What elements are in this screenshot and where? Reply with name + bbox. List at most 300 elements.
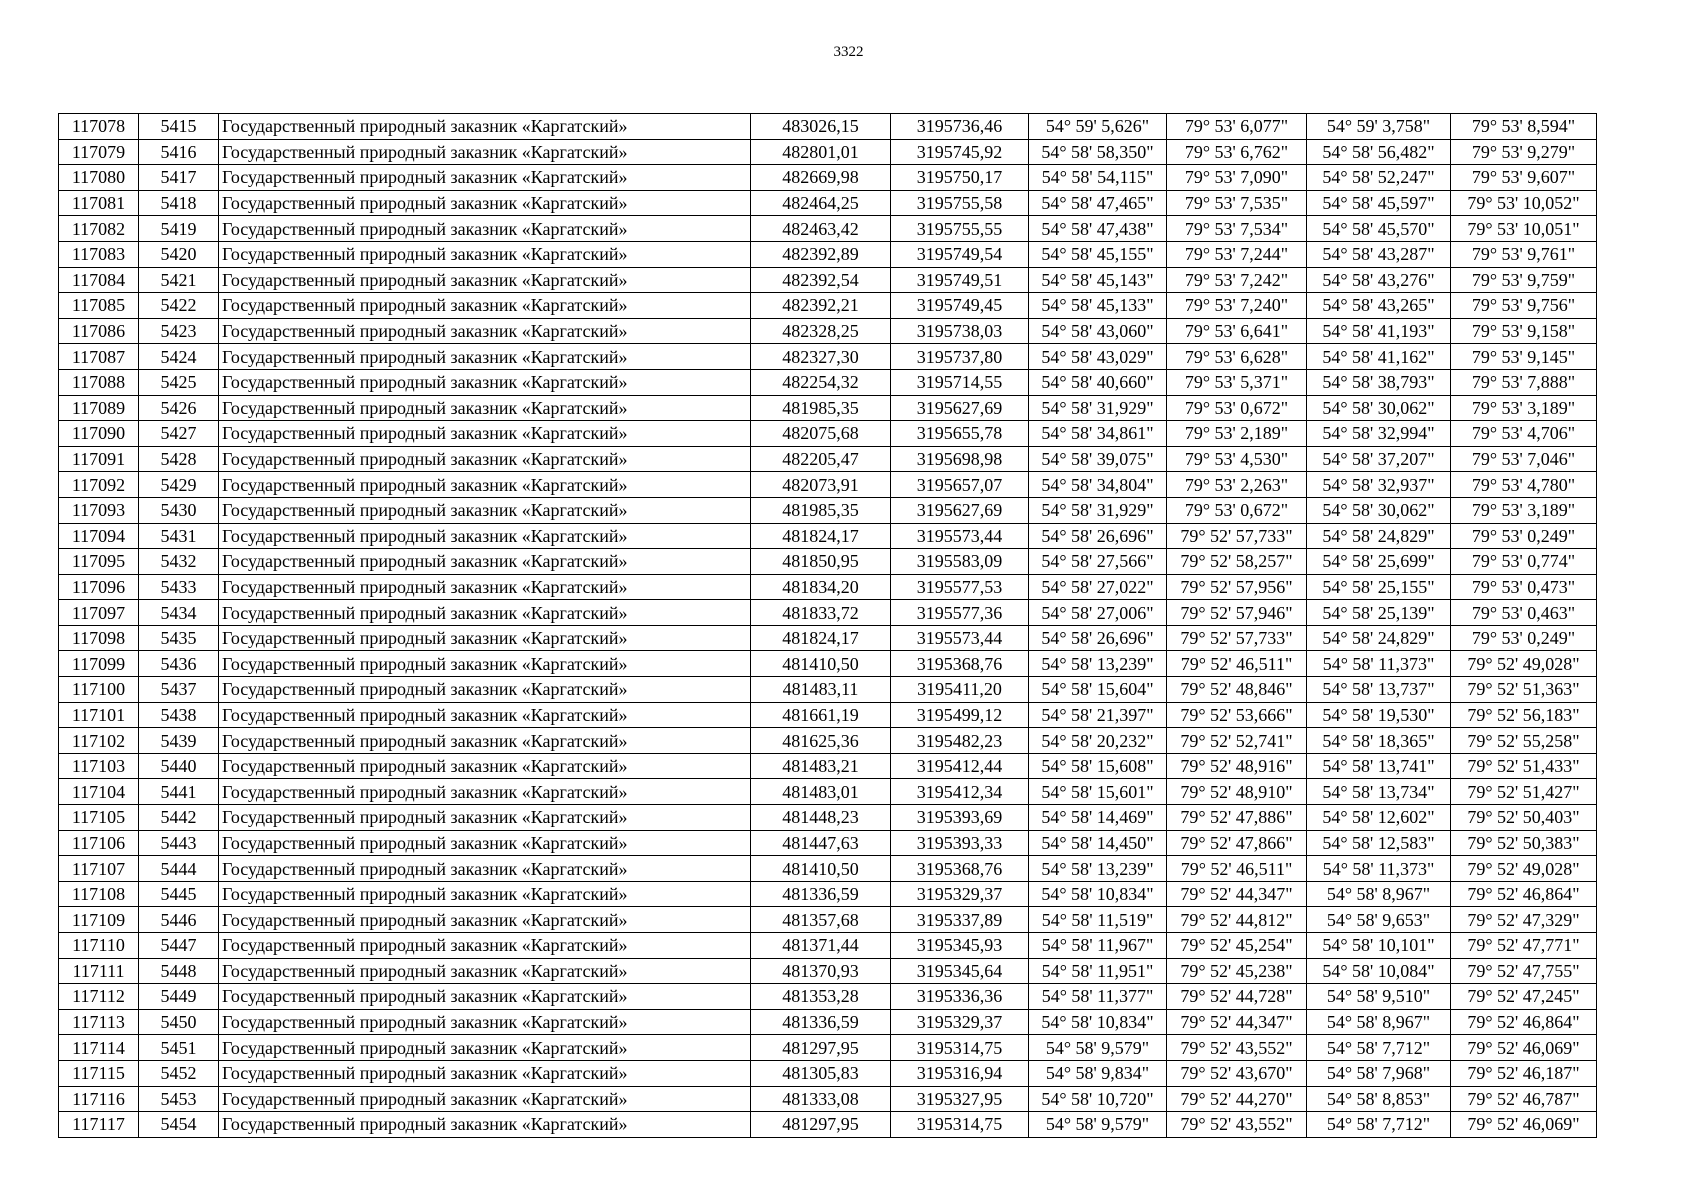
longitude-2-cell: 79° 53' 9,158" — [1451, 318, 1597, 344]
longitude-2-cell: 79° 52' 51,363" — [1451, 677, 1597, 703]
longitude-2-cell: 79° 52' 47,755" — [1451, 958, 1597, 984]
latitude-2-cell: 54° 58' 10,101" — [1307, 933, 1451, 959]
longitude-2-cell: 79° 53' 9,756" — [1451, 293, 1597, 319]
name-cell: Государственный природный заказник «Каргатский» — [219, 216, 751, 242]
y-coordinate-cell: 3195368,76 — [891, 651, 1029, 677]
point-number-cell: 5443 — [139, 830, 219, 856]
latitude-1-cell: 54° 58' 34,804" — [1029, 472, 1167, 498]
y-coordinate-cell: 3195627,69 — [891, 395, 1029, 421]
latitude-1-cell: 54° 58' 26,696" — [1029, 523, 1167, 549]
latitude-2-cell: 54° 58' 8,967" — [1307, 1009, 1451, 1035]
longitude-1-cell: 79° 52' 43,552" — [1167, 1035, 1307, 1061]
table-row — [59, 523, 1597, 549]
table-row — [59, 958, 1597, 984]
row-id-cell: 117111 — [59, 958, 139, 984]
coordinates-table — [58, 113, 1597, 1138]
longitude-1-cell: 79° 52' 44,347" — [1167, 1009, 1307, 1035]
longitude-1-cell: 79° 53' 2,189" — [1167, 421, 1307, 447]
row-id-cell: 117106 — [59, 830, 139, 856]
table-row — [59, 446, 1597, 472]
x-coordinate-cell: 481834,20 — [751, 574, 891, 600]
y-coordinate-cell: 3195368,76 — [891, 856, 1029, 882]
point-number-cell: 5442 — [139, 805, 219, 831]
latitude-2-cell: 54° 58' 19,530" — [1307, 702, 1451, 728]
name-cell: Государственный природный заказник «Каргатский» — [219, 293, 751, 319]
row-id-cell: 117114 — [59, 1035, 139, 1061]
latitude-1-cell: 54° 58' 54,115" — [1029, 165, 1167, 191]
latitude-2-cell: 54° 58' 32,994" — [1307, 421, 1451, 447]
latitude-2-cell: 54° 58' 45,570" — [1307, 216, 1451, 242]
table-row — [59, 933, 1597, 959]
latitude-2-cell: 54° 58' 25,155" — [1307, 574, 1451, 600]
name-cell: Государственный природный заказник «Каргатский» — [219, 830, 751, 856]
longitude-2-cell: 79° 53' 0,463" — [1451, 600, 1597, 626]
table-row — [59, 1035, 1597, 1061]
point-number-cell: 5450 — [139, 1009, 219, 1035]
y-coordinate-cell: 3195755,55 — [891, 216, 1029, 242]
name-cell: Государственный природный заказник «Каргатский» — [219, 933, 751, 959]
y-coordinate-cell: 3195577,53 — [891, 574, 1029, 600]
longitude-1-cell: 79° 52' 57,946" — [1167, 600, 1307, 626]
point-number-cell: 5418 — [139, 190, 219, 216]
latitude-1-cell: 54° 58' 10,834" — [1029, 1009, 1167, 1035]
name-cell: Государственный природный заказник «Каргатский» — [219, 114, 751, 140]
latitude-2-cell: 54° 58' 11,373" — [1307, 651, 1451, 677]
longitude-2-cell: 79° 52' 49,028" — [1451, 651, 1597, 677]
x-coordinate-cell: 481625,36 — [751, 728, 891, 754]
table-row — [59, 293, 1597, 319]
latitude-1-cell: 54° 58' 11,951" — [1029, 958, 1167, 984]
table-row — [59, 984, 1597, 1010]
latitude-2-cell: 54° 58' 9,510" — [1307, 984, 1451, 1010]
longitude-1-cell: 79° 53' 2,263" — [1167, 472, 1307, 498]
x-coordinate-cell: 481448,23 — [751, 805, 891, 831]
longitude-2-cell: 79° 53' 0,774" — [1451, 549, 1597, 575]
table-row — [59, 651, 1597, 677]
point-number-cell: 5423 — [139, 318, 219, 344]
latitude-2-cell: 54° 58' 13,741" — [1307, 753, 1451, 779]
longitude-1-cell: 79° 52' 53,666" — [1167, 702, 1307, 728]
point-number-cell: 5417 — [139, 165, 219, 191]
name-cell: Государственный природный заказник «Каргатский» — [219, 600, 751, 626]
table-row — [59, 1112, 1597, 1138]
point-number-cell: 5449 — [139, 984, 219, 1010]
point-number-cell: 5436 — [139, 651, 219, 677]
x-coordinate-cell: 481824,17 — [751, 523, 891, 549]
latitude-2-cell: 54° 58' 41,193" — [1307, 318, 1451, 344]
x-coordinate-cell: 483026,15 — [751, 114, 891, 140]
row-id-cell: 117115 — [59, 1060, 139, 1086]
longitude-2-cell: 79° 53' 4,780" — [1451, 472, 1597, 498]
table-row — [59, 395, 1597, 421]
point-number-cell: 5434 — [139, 600, 219, 626]
latitude-2-cell: 54° 58' 7,712" — [1307, 1112, 1451, 1138]
longitude-2-cell: 79° 52' 46,864" — [1451, 881, 1597, 907]
longitude-1-cell: 79° 53' 7,535" — [1167, 190, 1307, 216]
y-coordinate-cell: 3195412,44 — [891, 753, 1029, 779]
longitude-2-cell: 79° 53' 4,706" — [1451, 421, 1597, 447]
name-cell: Государственный природный заказник «Каргатский» — [219, 753, 751, 779]
table-row — [59, 497, 1597, 523]
name-cell: Государственный природный заказник «Каргатский» — [219, 139, 751, 165]
row-id-cell: 117103 — [59, 753, 139, 779]
x-coordinate-cell: 481410,50 — [751, 856, 891, 882]
table-row — [59, 881, 1597, 907]
table-row — [59, 702, 1597, 728]
longitude-1-cell: 79° 53' 5,371" — [1167, 369, 1307, 395]
y-coordinate-cell: 3195412,34 — [891, 779, 1029, 805]
name-cell: Государственный природный заказник «Каргатский» — [219, 165, 751, 191]
row-id-cell: 117085 — [59, 293, 139, 319]
y-coordinate-cell: 3195393,33 — [891, 830, 1029, 856]
x-coordinate-cell: 481447,63 — [751, 830, 891, 856]
name-cell: Государственный природный заказник «Каргатский» — [219, 523, 751, 549]
latitude-1-cell: 54° 58' 27,022" — [1029, 574, 1167, 600]
row-id-cell: 117099 — [59, 651, 139, 677]
latitude-1-cell: 54° 58' 9,579" — [1029, 1035, 1167, 1061]
longitude-2-cell: 79° 52' 46,864" — [1451, 1009, 1597, 1035]
longitude-1-cell: 79° 52' 45,238" — [1167, 958, 1307, 984]
name-cell: Государственный природный заказник «Каргатский» — [219, 1112, 751, 1138]
y-coordinate-cell: 3195327,95 — [891, 1086, 1029, 1112]
latitude-1-cell: 54° 58' 26,696" — [1029, 625, 1167, 651]
y-coordinate-cell: 3195736,46 — [891, 114, 1029, 140]
latitude-2-cell: 54° 58' 56,482" — [1307, 139, 1451, 165]
table-row — [59, 830, 1597, 856]
row-id-cell: 117104 — [59, 779, 139, 805]
row-id-cell: 117086 — [59, 318, 139, 344]
latitude-2-cell: 54° 58' 18,365" — [1307, 728, 1451, 754]
latitude-1-cell: 54° 58' 39,075" — [1029, 446, 1167, 472]
point-number-cell: 5429 — [139, 472, 219, 498]
latitude-2-cell: 54° 58' 38,793" — [1307, 369, 1451, 395]
table-row — [59, 549, 1597, 575]
row-id-cell: 117096 — [59, 574, 139, 600]
longitude-1-cell: 79° 53' 7,240" — [1167, 293, 1307, 319]
y-coordinate-cell: 3195573,44 — [891, 625, 1029, 651]
name-cell: Государственный природный заказник «Каргатский» — [219, 958, 751, 984]
x-coordinate-cell: 482075,68 — [751, 421, 891, 447]
row-id-cell: 117095 — [59, 549, 139, 575]
y-coordinate-cell: 3195655,78 — [891, 421, 1029, 447]
table-row — [59, 369, 1597, 395]
table-row — [59, 805, 1597, 831]
row-id-cell: 117093 — [59, 497, 139, 523]
name-cell: Государственный природный заказник «Каргатский» — [219, 318, 751, 344]
name-cell: Государственный природный заказник «Каргатский» — [219, 625, 751, 651]
latitude-1-cell: 54° 58' 11,377" — [1029, 984, 1167, 1010]
table-row — [59, 1086, 1597, 1112]
x-coordinate-cell: 481850,95 — [751, 549, 891, 575]
x-coordinate-cell: 482254,32 — [751, 369, 891, 395]
latitude-2-cell: 54° 58' 30,062" — [1307, 497, 1451, 523]
y-coordinate-cell: 3195627,69 — [891, 497, 1029, 523]
latitude-2-cell: 54° 58' 43,287" — [1307, 241, 1451, 267]
x-coordinate-cell: 482392,89 — [751, 241, 891, 267]
longitude-1-cell: 79° 52' 43,552" — [1167, 1112, 1307, 1138]
y-coordinate-cell: 3195573,44 — [891, 523, 1029, 549]
longitude-2-cell: 79° 53' 9,761" — [1451, 241, 1597, 267]
row-id-cell: 117089 — [59, 395, 139, 421]
latitude-2-cell: 54° 58' 37,207" — [1307, 446, 1451, 472]
longitude-1-cell: 79° 53' 4,530" — [1167, 446, 1307, 472]
longitude-2-cell: 79° 52' 55,258" — [1451, 728, 1597, 754]
latitude-1-cell: 54° 58' 15,601" — [1029, 779, 1167, 805]
longitude-1-cell: 79° 52' 48,910" — [1167, 779, 1307, 805]
latitude-2-cell: 54° 58' 8,853" — [1307, 1086, 1451, 1112]
name-cell: Государственный природный заказник «Каргатский» — [219, 241, 751, 267]
latitude-2-cell: 54° 58' 45,597" — [1307, 190, 1451, 216]
longitude-1-cell: 79° 53' 6,077" — [1167, 114, 1307, 140]
point-number-cell: 5444 — [139, 856, 219, 882]
point-number-cell: 5437 — [139, 677, 219, 703]
x-coordinate-cell: 482205,47 — [751, 446, 891, 472]
table-row — [59, 318, 1597, 344]
longitude-1-cell: 79° 52' 44,347" — [1167, 881, 1307, 907]
latitude-1-cell: 54° 58' 14,450" — [1029, 830, 1167, 856]
latitude-2-cell: 54° 58' 7,712" — [1307, 1035, 1451, 1061]
longitude-1-cell: 79° 53' 7,090" — [1167, 165, 1307, 191]
point-number-cell: 5425 — [139, 369, 219, 395]
latitude-1-cell: 54° 58' 40,660" — [1029, 369, 1167, 395]
longitude-2-cell: 79° 53' 3,189" — [1451, 395, 1597, 421]
x-coordinate-cell: 482392,54 — [751, 267, 891, 293]
latitude-1-cell: 54° 58' 10,834" — [1029, 881, 1167, 907]
table-row — [59, 139, 1597, 165]
table-row — [59, 1009, 1597, 1035]
row-id-cell: 117092 — [59, 472, 139, 498]
longitude-2-cell: 79° 53' 10,051" — [1451, 216, 1597, 242]
row-id-cell: 117097 — [59, 600, 139, 626]
latitude-1-cell: 54° 58' 43,029" — [1029, 344, 1167, 370]
latitude-1-cell: 54° 58' 20,232" — [1029, 728, 1167, 754]
y-coordinate-cell: 3195583,09 — [891, 549, 1029, 575]
page-number: 3322 — [833, 44, 864, 60]
name-cell: Государственный природный заказник «Каргатский» — [219, 395, 751, 421]
point-number-cell: 5438 — [139, 702, 219, 728]
table-row — [59, 190, 1597, 216]
name-cell: Государственный природный заказник «Каргатский» — [219, 728, 751, 754]
latitude-2-cell: 54° 58' 9,653" — [1307, 907, 1451, 933]
x-coordinate-cell: 481483,01 — [751, 779, 891, 805]
longitude-1-cell: 79° 53' 7,244" — [1167, 241, 1307, 267]
latitude-2-cell: 54° 58' 8,967" — [1307, 881, 1451, 907]
table-row — [59, 574, 1597, 600]
name-cell: Государственный природный заказник «Каргатский» — [219, 267, 751, 293]
x-coordinate-cell: 481357,68 — [751, 907, 891, 933]
x-coordinate-cell: 482463,42 — [751, 216, 891, 242]
row-id-cell: 117112 — [59, 984, 139, 1010]
latitude-1-cell: 54° 58' 11,519" — [1029, 907, 1167, 933]
longitude-2-cell: 79° 53' 10,052" — [1451, 190, 1597, 216]
table-row — [59, 344, 1597, 370]
name-cell: Государственный природный заказник «Каргатский» — [219, 190, 751, 216]
table-row — [59, 753, 1597, 779]
name-cell: Государственный природный заказник «Каргатский» — [219, 677, 751, 703]
longitude-2-cell: 79° 53' 3,189" — [1451, 497, 1597, 523]
x-coordinate-cell: 481824,17 — [751, 625, 891, 651]
name-cell: Государственный природный заказник «Каргатский» — [219, 446, 751, 472]
name-cell: Государственный природный заказник «Каргатский» — [219, 369, 751, 395]
row-id-cell: 117083 — [59, 241, 139, 267]
name-cell: Государственный природный заказник «Каргатский» — [219, 984, 751, 1010]
point-number-cell: 5445 — [139, 881, 219, 907]
name-cell: Государственный природный заказник «Каргатский» — [219, 549, 751, 575]
y-coordinate-cell: 3195657,07 — [891, 472, 1029, 498]
point-number-cell: 5419 — [139, 216, 219, 242]
name-cell: Государственный природный заказник «Каргатский» — [219, 779, 751, 805]
longitude-1-cell: 79° 52' 43,670" — [1167, 1060, 1307, 1086]
y-coordinate-cell: 3195755,58 — [891, 190, 1029, 216]
point-number-cell: 5415 — [139, 114, 219, 140]
y-coordinate-cell: 3195482,23 — [891, 728, 1029, 754]
name-cell: Государственный природный заказник «Каргатский» — [219, 421, 751, 447]
latitude-1-cell: 54° 58' 14,469" — [1029, 805, 1167, 831]
longitude-1-cell: 79° 52' 45,254" — [1167, 933, 1307, 959]
point-number-cell: 5416 — [139, 139, 219, 165]
point-number-cell: 5446 — [139, 907, 219, 933]
point-number-cell: 5454 — [139, 1112, 219, 1138]
row-id-cell: 117105 — [59, 805, 139, 831]
latitude-2-cell: 54° 58' 32,937" — [1307, 472, 1451, 498]
longitude-2-cell: 79° 52' 46,187" — [1451, 1060, 1597, 1086]
table-row — [59, 907, 1597, 933]
table-body — [59, 114, 1597, 1138]
latitude-1-cell: 54° 58' 45,133" — [1029, 293, 1167, 319]
latitude-1-cell: 54° 58' 45,143" — [1029, 267, 1167, 293]
point-number-cell: 5441 — [139, 779, 219, 805]
table-row — [59, 779, 1597, 805]
latitude-2-cell: 54° 58' 13,737" — [1307, 677, 1451, 703]
table-row — [59, 1060, 1597, 1086]
name-cell: Государственный природный заказник «Каргатский» — [219, 856, 751, 882]
x-coordinate-cell: 481985,35 — [751, 395, 891, 421]
longitude-1-cell: 79° 52' 48,846" — [1167, 677, 1307, 703]
x-coordinate-cell: 481297,95 — [751, 1035, 891, 1061]
latitude-1-cell: 54° 58' 45,155" — [1029, 241, 1167, 267]
y-coordinate-cell: 3195345,64 — [891, 958, 1029, 984]
table-row — [59, 165, 1597, 191]
x-coordinate-cell: 481336,59 — [751, 881, 891, 907]
longitude-2-cell: 79° 52' 49,028" — [1451, 856, 1597, 882]
row-id-cell: 117107 — [59, 856, 139, 882]
row-id-cell: 117102 — [59, 728, 139, 754]
latitude-2-cell: 54° 58' 24,829" — [1307, 523, 1451, 549]
latitude-1-cell: 54° 58' 27,006" — [1029, 600, 1167, 626]
longitude-1-cell: 79° 52' 57,956" — [1167, 574, 1307, 600]
y-coordinate-cell: 3195749,54 — [891, 241, 1029, 267]
y-coordinate-cell: 3195336,36 — [891, 984, 1029, 1010]
y-coordinate-cell: 3195329,37 — [891, 881, 1029, 907]
latitude-1-cell: 54° 58' 34,861" — [1029, 421, 1167, 447]
longitude-2-cell: 79° 53' 9,759" — [1451, 267, 1597, 293]
longitude-2-cell: 79° 53' 9,607" — [1451, 165, 1597, 191]
latitude-1-cell: 54° 58' 47,438" — [1029, 216, 1167, 242]
row-id-cell: 117091 — [59, 446, 139, 472]
x-coordinate-cell: 481305,83 — [751, 1060, 891, 1086]
x-coordinate-cell: 481483,11 — [751, 677, 891, 703]
point-number-cell: 5440 — [139, 753, 219, 779]
longitude-2-cell: 79° 53' 7,046" — [1451, 446, 1597, 472]
longitude-1-cell: 79° 52' 47,886" — [1167, 805, 1307, 831]
name-cell: Государственный природный заказник «Каргатский» — [219, 1035, 751, 1061]
longitude-1-cell: 79° 52' 58,257" — [1167, 549, 1307, 575]
table-row — [59, 625, 1597, 651]
longitude-1-cell: 79° 53' 6,628" — [1167, 344, 1307, 370]
latitude-1-cell: 54° 58' 47,465" — [1029, 190, 1167, 216]
table-row — [59, 728, 1597, 754]
y-coordinate-cell: 3195749,51 — [891, 267, 1029, 293]
row-id-cell: 117079 — [59, 139, 139, 165]
longitude-1-cell: 79° 53' 7,534" — [1167, 216, 1307, 242]
longitude-2-cell: 79° 53' 0,249" — [1451, 625, 1597, 651]
row-id-cell: 117087 — [59, 344, 139, 370]
longitude-1-cell: 79° 52' 57,733" — [1167, 523, 1307, 549]
point-number-cell: 5430 — [139, 497, 219, 523]
table-row — [59, 241, 1597, 267]
latitude-2-cell: 54° 58' 11,373" — [1307, 856, 1451, 882]
row-id-cell: 117116 — [59, 1086, 139, 1112]
x-coordinate-cell: 481371,44 — [751, 933, 891, 959]
longitude-1-cell: 79° 53' 0,672" — [1167, 395, 1307, 421]
longitude-2-cell: 79° 53' 9,279" — [1451, 139, 1597, 165]
row-id-cell: 117084 — [59, 267, 139, 293]
longitude-1-cell: 79° 53' 0,672" — [1167, 497, 1307, 523]
table-row — [59, 267, 1597, 293]
longitude-2-cell: 79° 52' 50,403" — [1451, 805, 1597, 831]
latitude-2-cell: 54° 58' 7,968" — [1307, 1060, 1451, 1086]
x-coordinate-cell: 481410,50 — [751, 651, 891, 677]
row-id-cell: 117090 — [59, 421, 139, 447]
longitude-1-cell: 79° 52' 44,812" — [1167, 907, 1307, 933]
y-coordinate-cell: 3195749,45 — [891, 293, 1029, 319]
y-coordinate-cell: 3195745,92 — [891, 139, 1029, 165]
y-coordinate-cell: 3195750,17 — [891, 165, 1029, 191]
point-number-cell: 5424 — [139, 344, 219, 370]
latitude-1-cell: 54° 58' 9,579" — [1029, 1112, 1167, 1138]
table-row — [59, 216, 1597, 242]
name-cell: Государственный природный заказник «Каргатский» — [219, 1060, 751, 1086]
longitude-2-cell: 79° 53' 7,888" — [1451, 369, 1597, 395]
x-coordinate-cell: 481833,72 — [751, 600, 891, 626]
name-cell: Государственный природный заказник «Каргатский» — [219, 651, 751, 677]
point-number-cell: 5447 — [139, 933, 219, 959]
longitude-2-cell: 79° 52' 56,183" — [1451, 702, 1597, 728]
latitude-1-cell: 54° 58' 31,929" — [1029, 395, 1167, 421]
longitude-1-cell: 79° 53' 7,242" — [1167, 267, 1307, 293]
longitude-2-cell: 79° 53' 9,145" — [1451, 344, 1597, 370]
longitude-1-cell: 79° 52' 57,733" — [1167, 625, 1307, 651]
longitude-2-cell: 79° 53' 0,249" — [1451, 523, 1597, 549]
x-coordinate-cell: 481370,93 — [751, 958, 891, 984]
table-row — [59, 856, 1597, 882]
y-coordinate-cell: 3195577,36 — [891, 600, 1029, 626]
longitude-1-cell: 79° 52' 52,741" — [1167, 728, 1307, 754]
row-id-cell: 117101 — [59, 702, 139, 728]
y-coordinate-cell: 3195345,93 — [891, 933, 1029, 959]
latitude-1-cell: 54° 58' 21,397" — [1029, 702, 1167, 728]
name-cell: Государственный природный заказник «Каргатский» — [219, 574, 751, 600]
longitude-1-cell: 79° 52' 46,511" — [1167, 651, 1307, 677]
latitude-1-cell: 54° 58' 10,720" — [1029, 1086, 1167, 1112]
longitude-2-cell: 79° 52' 50,383" — [1451, 830, 1597, 856]
row-id-cell: 117078 — [59, 114, 139, 140]
latitude-2-cell: 54° 58' 25,139" — [1307, 600, 1451, 626]
point-number-cell: 5420 — [139, 241, 219, 267]
point-number-cell: 5431 — [139, 523, 219, 549]
x-coordinate-cell: 482464,25 — [751, 190, 891, 216]
name-cell: Государственный природный заказник «Каргатский» — [219, 702, 751, 728]
